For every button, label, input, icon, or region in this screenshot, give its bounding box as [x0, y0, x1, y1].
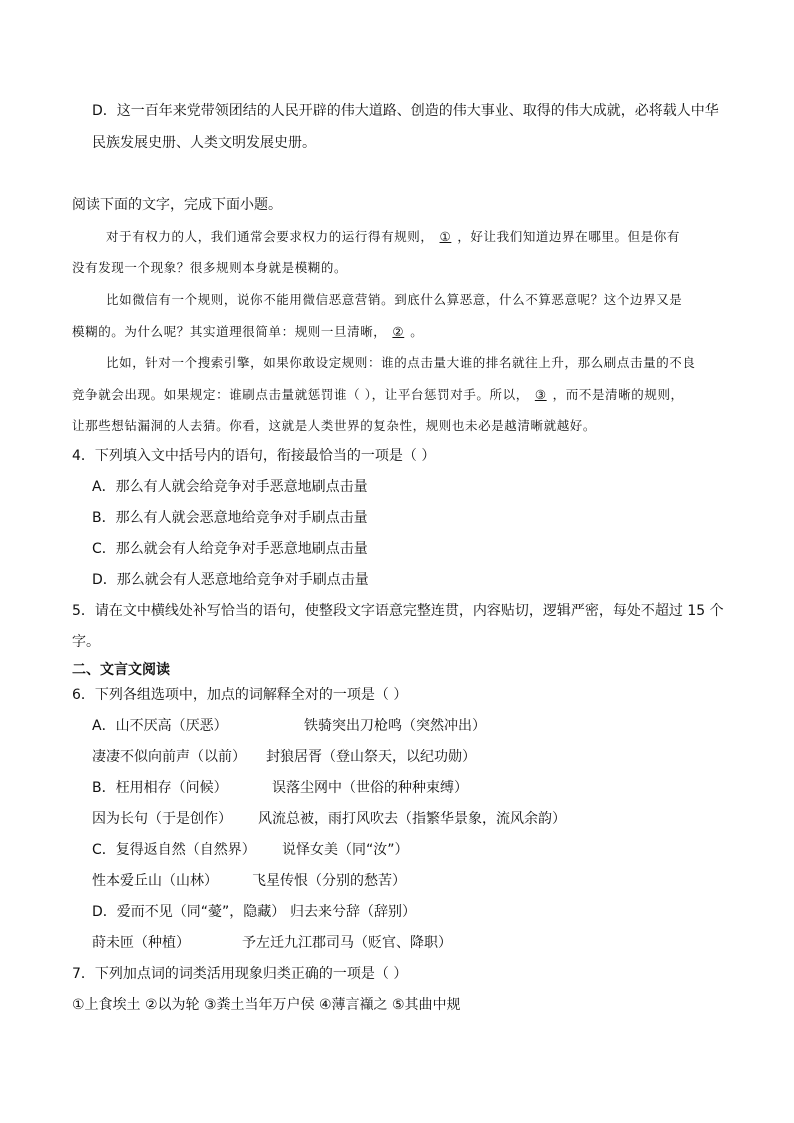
q6-row-left: 凄凄不似向前声（以前）: [92, 749, 246, 765]
passage-text: 竞争就会出现。如果规定：谁刷点击量就惩罚谁（ ），让平台惩罚对手。所以，: [72, 387, 529, 402]
q5-line1: 5．请在文中横线处补写恰当的语句，使整段文字语意完整连贯，内容贴切，逻辑严密，每处不超过 15 个: [72, 603, 724, 619]
q6-row-left: 莳未匝（种植）: [92, 935, 190, 951]
passage-p1-line1: [106, 227, 680, 247]
q7-stem: 7．下列加点词的词类活用现象归类正确的一项是（ ）: [72, 966, 408, 982]
q3-option-d-line2: 民族发展史册、人类文明发展史册。: [92, 135, 316, 151]
q4-option-b: B．那么有人就会恶意地给竞争对手刷点击量: [92, 510, 368, 526]
q6-row-right: 归去来兮辞（辞别）: [290, 904, 416, 920]
q6-row-right: 说怿女美（同“汝”）: [282, 842, 409, 858]
passage-p2-line1: 比如微信有一个规则，说你不能用微信恶意营销。到底什么算恶意，什么不算恶意呢？这个边界又是: [106, 292, 683, 307]
blank-2: ②: [392, 324, 405, 339]
q4-option-d: D．那么就会有人恶意地给竞争对手刷点击量: [92, 572, 369, 588]
passage-text: 对于有权力的人，我们通常会要求权力的运行得有规则，: [106, 229, 434, 244]
q6-row-right: 误落尘网中（世俗的种种束缚）: [272, 780, 468, 796]
blank-3: ③: [534, 387, 547, 402]
q6-row-left: B．枉用相存（问候）: [92, 780, 228, 796]
passage-p3-line3: 让那些想钻漏洞的人去猜。你看，这就是人类世界的复杂性，规则也未必是越清晰就越好。: [72, 418, 597, 433]
passage-p3-line1: 比如，针对一个搜索引擎，如果你敢设定规则：谁的点击量大谁的排名就往上升，那么刷点击量的不良: [106, 355, 696, 370]
q4-option-a: A．那么有人就会给竞争对手恶意地刷点击量: [92, 479, 368, 495]
q7-items: ①上食埃土 ②以为轮 ③粪土当年万户侯 ④薄言襭之 ⑤其曲中规: [72, 997, 461, 1013]
q6-row-left: 性本爱丘山（山林）: [92, 873, 218, 889]
passage-text: ，而不是清晰的规则，: [552, 387, 684, 402]
blank-1: ①: [439, 229, 452, 244]
q6-row-right: 铁骑突出刀枪鸣（突然冲出）: [304, 718, 486, 734]
q4-stem: 4．下列填入文中括号内的语句，衔接最恰当的一项是（ ）: [72, 448, 436, 464]
passage-intro: 阅读下面的文字，完成下面小题。: [72, 197, 282, 213]
q6-row-right: 风流总被，雨打风吹去（指繁华景象，流风余韵）: [258, 811, 566, 827]
q6-row-right: 封狼居胥（登山祭天，以纪功勋）: [266, 749, 476, 765]
q6-stem: 6．下列各组选项中，加点的词解释全对的一项是（ ）: [72, 687, 408, 703]
q6-row-left: 因为长句（于是创作）: [92, 811, 232, 827]
passage-text: ，好让我们知道边界在哪里。但是你有: [457, 229, 681, 244]
q6-row-right: 予左迁九江郡司马（贬官、降职）: [242, 935, 452, 951]
q5-line2: 字。: [72, 634, 100, 650]
q6-row-right: 飞星传恨（分别的愁苦）: [252, 873, 406, 889]
q6-row-left: C．复得返自然（自然界）: [92, 842, 256, 858]
passage-p3-line2: [72, 385, 684, 405]
section-title: 二、文言文阅读: [72, 662, 170, 678]
q6-row-left: D．爱而不见（同“薆”，隐藏）: [92, 904, 286, 920]
passage-text: 。: [410, 324, 424, 339]
q6-row-left: A．山不厌高（厌恶）: [92, 718, 228, 734]
passage-text: 模糊的。为什么呢？其实道理很简单：规则一旦清晰，: [72, 324, 387, 339]
passage-p2-line2: [72, 322, 423, 342]
q3-option-d-line1: D．这一百年来党带领团结的人民开辟的伟大道路、创造的伟大事业、取得的伟大成就，必将载人中华: [92, 103, 719, 119]
q4-option-c: C．那么就会有人给竞争对手恶意地刷点击量: [92, 541, 368, 557]
passage-p1-line2: 没有发现一个现象？很多规则本身就是模糊的。: [72, 260, 348, 275]
